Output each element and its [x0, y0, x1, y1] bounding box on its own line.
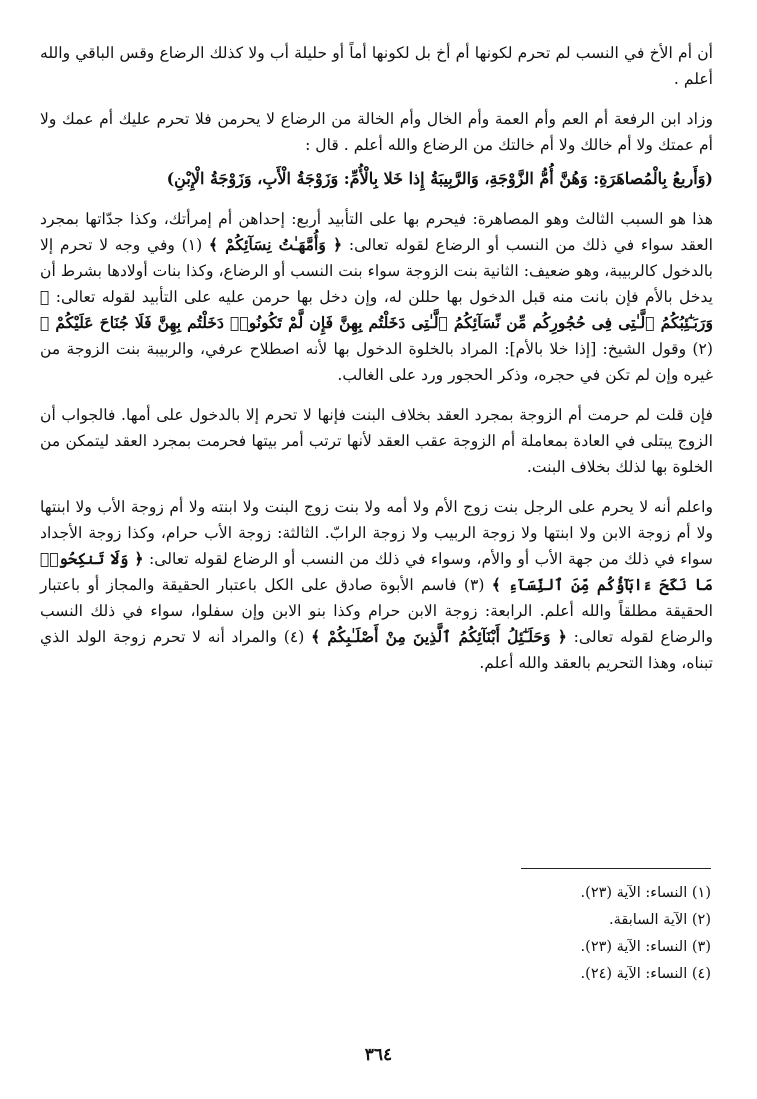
paragraph-5	[40, 494, 713, 676]
paragraph-3-text-b: وفي وجه لا تحرم إلا بالدخول كالربيبة، وهو ضعيف: الثانية بنت الزوجة سواء بنت النسب أو الرضاع، وكذا بنات أولادها بشرط أن يدخل بالأم فإن بانت منه قبل الدخول بها حللن له، وإن دخل بها حرمن عليه على التأبيد لقوله تعالى:	[40, 236, 713, 306]
footnote-4: (٤) النساء: الآية (٢٤).	[580, 966, 711, 982]
paragraph-2	[40, 106, 713, 158]
footnote-1: (١) النساء: الآية (٢٣).	[580, 885, 711, 901]
quran-quote-2: ﴿ وَرَبَـٰٓئِبُكُمُ ٱلَّـٰتِى فِى حُجُورِكُم مِّن نِّسَآئِكُمُ ٱلَّـٰتِى دَخَلْتُم بِهِنَّ فَإِن لَّمْ تَكُونُوا۟ دَخَلْتُم بِهِنَّ فَلَا جُنَاحَ عَلَيْكُمْ ﴾	[40, 287, 713, 332]
paragraph-1-text: أن أم الأخ في النسب لم تحرم لكونها أم أخ بل لكونها أماً أو حليلة أب ولا كذلك الرضاع وقس الباقي والله أعلم .	[40, 44, 713, 88]
page-number: ٣٦٤	[364, 1045, 393, 1065]
paragraph-5-text-c: والمراد أنه لا تحرم زوجة الولد الذي تبناه، وهذا التحريم بالعقد والله أعلم.	[40, 628, 713, 672]
paragraph-3-text-a: هذا هو السبب الثالث وهو المصاهرة: فيحرم بها على التأبيد أربع: إحداهن أم إمرأتك، وكذا جدّاتها بمجرد العقد سواء في ذلك من النسب أو الرضاع لقوله تعالى:	[40, 210, 713, 254]
footnote-ref-1: (١)	[181, 236, 203, 254]
quran-quote-4: ﴿ وَحَلَـٰٓئِلُ أَبْنَآئِكُمُ ٱلَّذِينَ مِنْ أَصْلَـٰبِكُمْ ﴾	[311, 627, 567, 646]
footnote-ref-2: (٢)	[692, 340, 713, 358]
footnote-ref-3: (٣)	[463, 576, 485, 594]
footnotes	[581, 880, 711, 988]
paragraph-5-text-b: فاسم الأبوة صادق على الكل باعتبار الحقيقة والمجاز أو باعتبار الحقيقة مطلقاً والله أعلم. الرابعة: زوجة الابن حرام وكذا بنو الابن وإن سفلوا، سواء في ذلك النسب والرضاع لقوله تعالى:	[40, 576, 714, 646]
paragraph-3-text-c: وقول الشيخ: [إذا خلا بالأم]: المراد بالخلوة الدخول بها لأنه اصطلاح عرفي، والربيبة بنت الزوجة من غيره وإن لم تكن في حجره، وذكر الحجور ورد على الغالب.	[40, 340, 713, 384]
footnote-ref-4: (٤)	[283, 628, 305, 646]
footnote-3: (٣) النساء: الآية (٢٣).	[580, 939, 711, 955]
paragraph-5-text-a: واعلم أنه لا يحرم على الرجل بنت زوج الأم ولا أمه ولا بنت زوج البنت ولا ابنته ولا أم زوجة الأب ولا ابنتها ولا أم زوجة الابن ولا ابنتها ولا زوجة الربيب ولا زوجة الرابّ. الثالثة: زوجة الأب حرام، وكذا زوجة الأجداد سواء في ذلك من جهة الأب أو والأم، وسواء في ذلك من النسب أو الرضاع لقوله تعالى:	[40, 498, 713, 568]
matn-verse-line: (وَأَربعُ بِالْمُصاهَرَةِ: وَهُنَّ أُمُّ الزَّوْجَةِ، وَالرَّبِيبَةُ إِذا خَلا بِالْأُمِّ: وَزَوْجَةُ الْأَبِ، وَزَوْجَةُ الْإِبْنِ)	[166, 169, 713, 188]
paragraph-2-text: وزاد ابن الرفعة أم العم وأم العمة وأم الخال وأم الخالة من الرضاع لا يحرمن فلا تحرم عليك أم عمك ولا أم عمتك ولا أم خالك ولا أم خالتك من الرضاع والله أعلم . قال :	[40, 110, 713, 154]
quran-quote-3: ﴿ وَلَا تَنكِحُوا۟ مَا نَكَحَ ءَابَآؤُكُم مِّنَ ٱلنِّسَآءِ ﴾	[40, 549, 713, 594]
quran-quote-1: ﴿ وَأُمَّهَـٰتُ نِسَآئِكُمْ ﴾	[208, 235, 343, 254]
paragraph-4	[40, 402, 713, 480]
paragraph-3	[40, 206, 713, 388]
paragraph-1	[40, 40, 713, 92]
footnote-2: (٢) الآية السابقة.	[608, 912, 711, 928]
paragraph-4-text: فإن قلت لم حرمت أم الزوجة بمجرد العقد بخلاف البنت فإنها لا تحرم إلا بالدخول على أمها. فالجواب أن الزوج يبتلى في العادة بمعاملة أم الزوجة عقب العقد لأنها ترتب أمر بيتها فحرمت بمجرد العقد ليتمكن من الخلوة بها لذلك بخلاف البنت.	[40, 406, 713, 476]
footnote-divider	[521, 868, 711, 869]
